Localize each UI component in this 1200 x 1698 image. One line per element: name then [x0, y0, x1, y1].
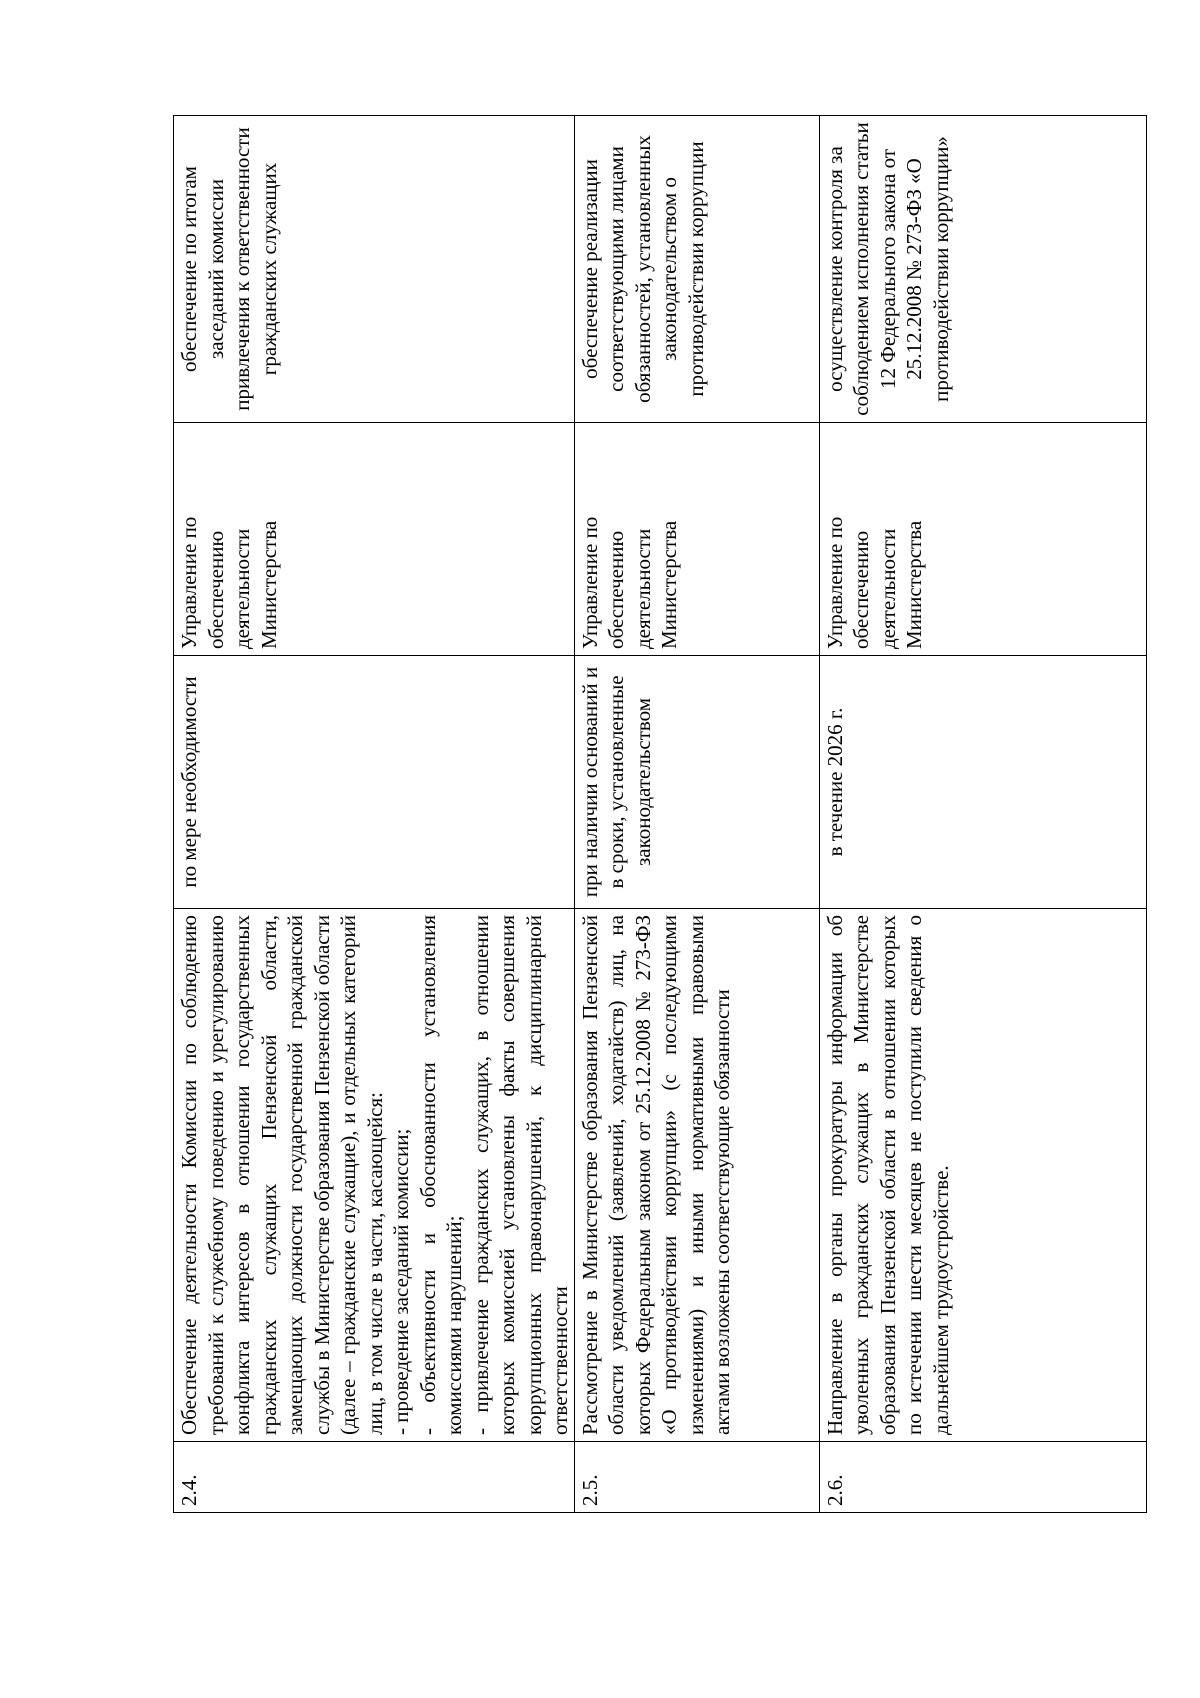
result-cell: осуществление контроля за соблюдением исполнения статьи 12 Федерального закона от 25.12.2008 № 273-ФЗ «О противодействии коррупции»	[819, 116, 1146, 423]
event-line: - привлечение гражданских служащих, в отношении которых комиссией установлены факты совершения коррупционных правонарушений, к дисциплинарной ответственности	[468, 915, 572, 1435]
table-row	[574, 116, 819, 1513]
event-description	[574, 909, 819, 1442]
rotated-table-sheet	[173, 115, 1108, 1513]
table-row	[174, 116, 575, 1513]
responsible-cell: Управление по обеспечению деятельности Министерства	[174, 423, 575, 656]
event-description	[174, 909, 575, 1442]
table-row	[819, 116, 1146, 1513]
row-number: 2.6.	[819, 1442, 1146, 1513]
result-cell: обеспечение реализации соответствующими лицами обязанностей, установленных законодательством о противодействии коррупции	[574, 116, 819, 423]
event-description	[819, 909, 1146, 1442]
event-line: Обеспечение деятельности Комиссии по соблюдению требований к служебному поведению и урегулированию конфликта интересов в отношении государственных гражданских служащих Пензенской области, замещающих должности государственной гражданской службы в Министерстве образования Пензенской области (далее – гражданские служащие), и отдельных категорий лиц, в том числе в части, касающейся:	[177, 915, 387, 1435]
event-line: - проведение заседаний комиссии;	[389, 1128, 413, 1435]
term-cell: в течение 2026 г.	[819, 656, 1146, 909]
responsible-cell: Управление по обеспечению деятельности Министерства	[574, 423, 819, 656]
event-line: Рассмотрение в Министерстве образования Пензенской области уведомлений (заявлений, ходатайств) лиц, на которых Федеральным законом от 25.12.2008 № 273-ФЗ «О противодействии коррупции» (с последующими изменениями) и иными нормативными правовыми актами возложены соответствующие обязанности	[577, 915, 734, 1435]
responsible-cell: Управление по обеспечению деятельности Министерства	[819, 423, 1146, 656]
term-cell: при наличии оснований и в сроки, установленные законодательством	[574, 656, 819, 909]
event-line: - объективности и обоснованности установления комиссиями нарушений;	[415, 915, 466, 1435]
row-number: 2.5.	[574, 1442, 819, 1513]
result-cell: обеспечение по итогам заседаний комиссии привлечения к ответственности гражданских служащих	[174, 116, 575, 423]
term-cell: по мере необходимости	[174, 656, 575, 909]
row-number: 2.4.	[174, 1442, 575, 1513]
anticorruption-plan-table	[173, 115, 1147, 1513]
event-line: Направление в органы прокуратуры информации об уволенных гражданских служащих в Министерстве образования Пензенской области в отношении которых по истечении шести месяцев не поступили сведения о дальнейшем трудоустройстве.	[822, 915, 953, 1435]
